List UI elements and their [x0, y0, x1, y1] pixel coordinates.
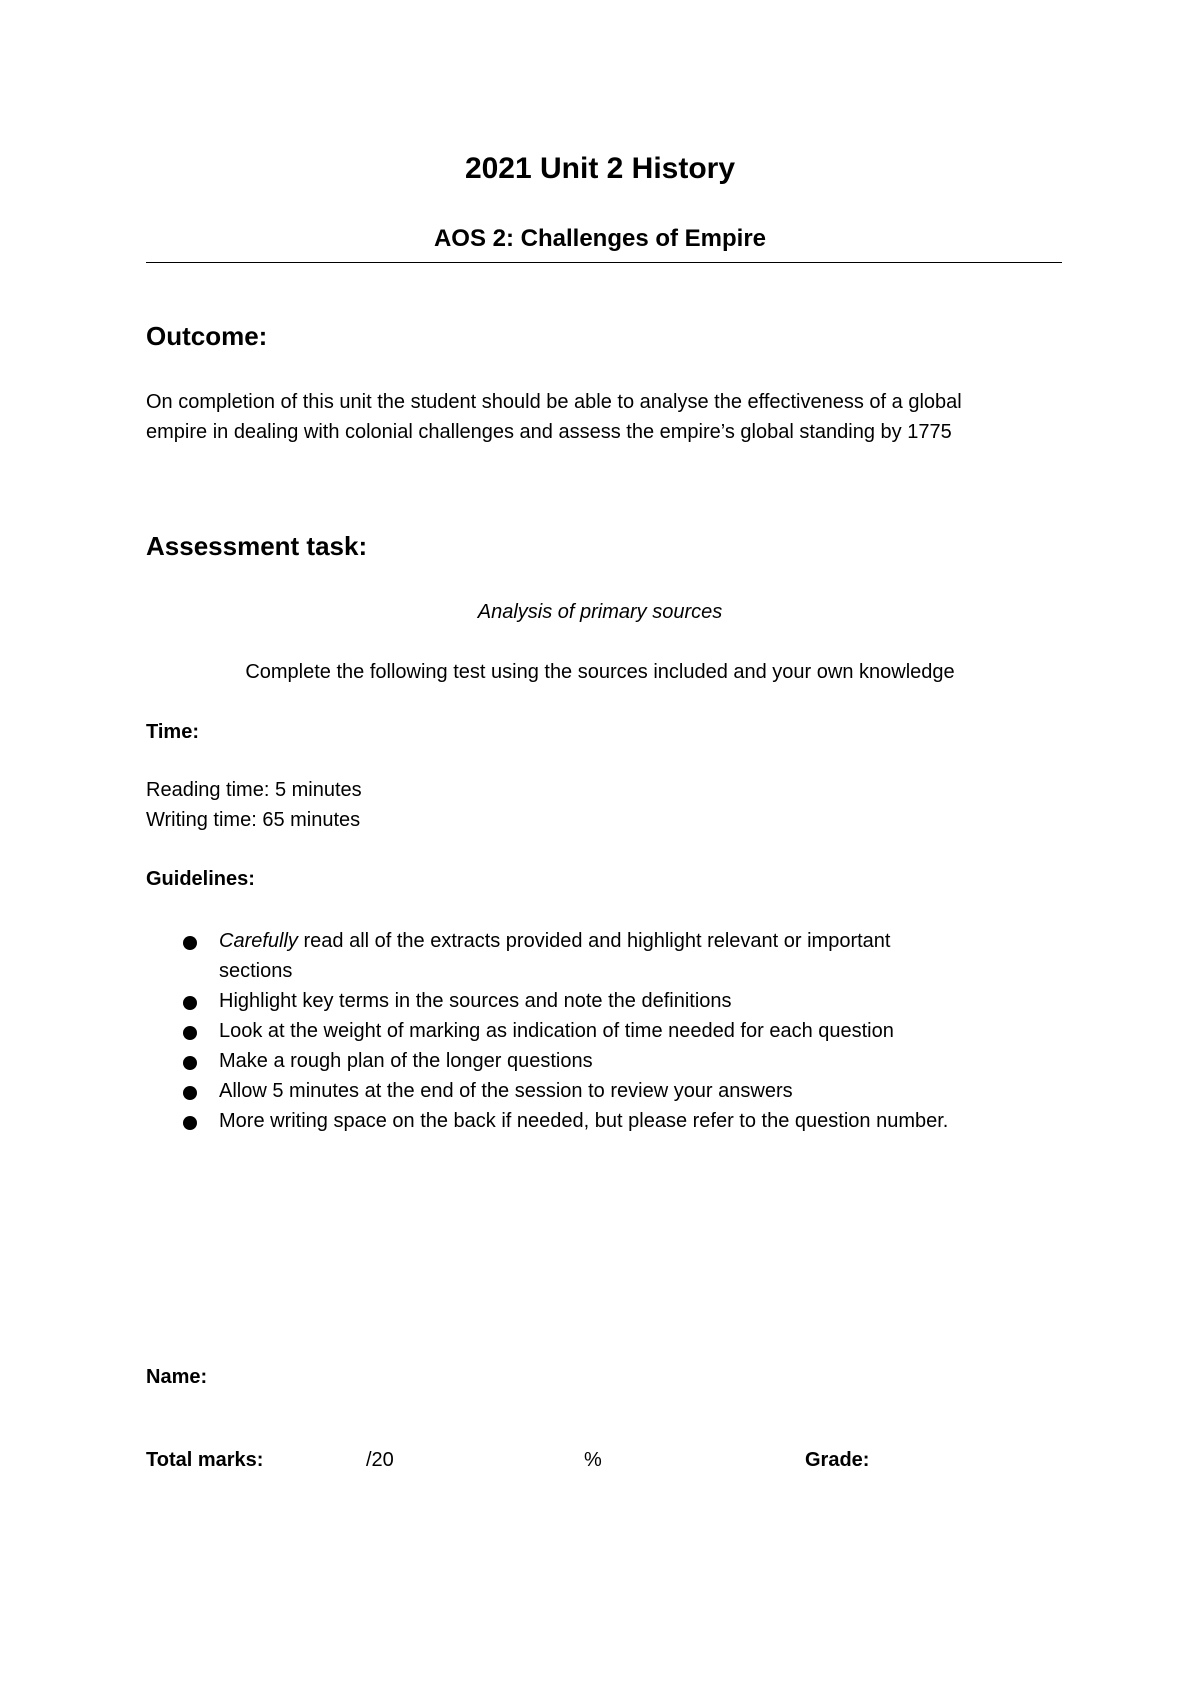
- bullet-icon: [183, 1026, 197, 1040]
- percent-sign: %: [584, 1449, 602, 1471]
- guideline-text: Look at the weight of marking as indication of time needed for each question: [219, 1020, 894, 1042]
- guideline-text: Allow 5 minutes at the end of the session to review your answers: [219, 1080, 793, 1102]
- bullet-icon: [183, 1086, 197, 1100]
- guideline-text-continued: sections: [219, 960, 293, 982]
- list-item: [183, 986, 948, 1016]
- total-marks-label: Total marks:: [146, 1449, 264, 1471]
- bullet-icon: [183, 936, 197, 950]
- page-title: 2021 Unit 2 History: [464, 152, 736, 185]
- writing-time: Writing time: 65 minutes: [146, 809, 361, 831]
- bullet-icon: [183, 1056, 197, 1070]
- bullet-icon: [183, 996, 197, 1010]
- reading-time: Reading time: 5 minutes: [146, 779, 362, 801]
- list-item: [183, 1046, 948, 1076]
- header-divider: [146, 262, 1062, 263]
- marks-out-of: /20: [366, 1449, 394, 1471]
- guidelines-list: [183, 926, 948, 1136]
- outcome-heading: Outcome:: [146, 321, 268, 351]
- assessment-heading: Assessment task:: [146, 531, 368, 561]
- guideline-emphasis: Carefully: [219, 930, 298, 952]
- name-label: Name:: [146, 1366, 208, 1388]
- list-item: [183, 1016, 948, 1046]
- outcome-text-line-1: On completion of this unit the student should be able to analyse the effectiveness of a global: [146, 391, 962, 413]
- grade-label: Grade:: [805, 1449, 870, 1471]
- outcome-text-line-2: empire in dealing with colonial challenges and assess the empire’s global standing by 1775: [146, 421, 952, 443]
- assessment-task-type: Analysis of primary sources: [477, 601, 723, 623]
- bullet-icon: [183, 1116, 197, 1130]
- guideline-text: Highlight key terms in the sources and note the definitions: [219, 990, 732, 1012]
- guideline-text: More writing space on the back if needed, but please refer to the question number.: [219, 1110, 949, 1132]
- list-item: [183, 926, 948, 986]
- list-item: [183, 1106, 948, 1136]
- guideline-text: read all of the extracts provided and highlight relevant or important: [297, 930, 891, 952]
- guideline-text: Make a rough plan of the longer questions: [219, 1050, 593, 1072]
- list-item: [183, 1076, 948, 1106]
- guidelines-label: Guidelines:: [146, 868, 255, 890]
- time-label: Time:: [146, 721, 199, 743]
- assessment-instruction: Complete the following test using the sources included and your own knowledge: [245, 661, 955, 683]
- page-subtitle: AOS 2: Challenges of Empire: [433, 225, 767, 252]
